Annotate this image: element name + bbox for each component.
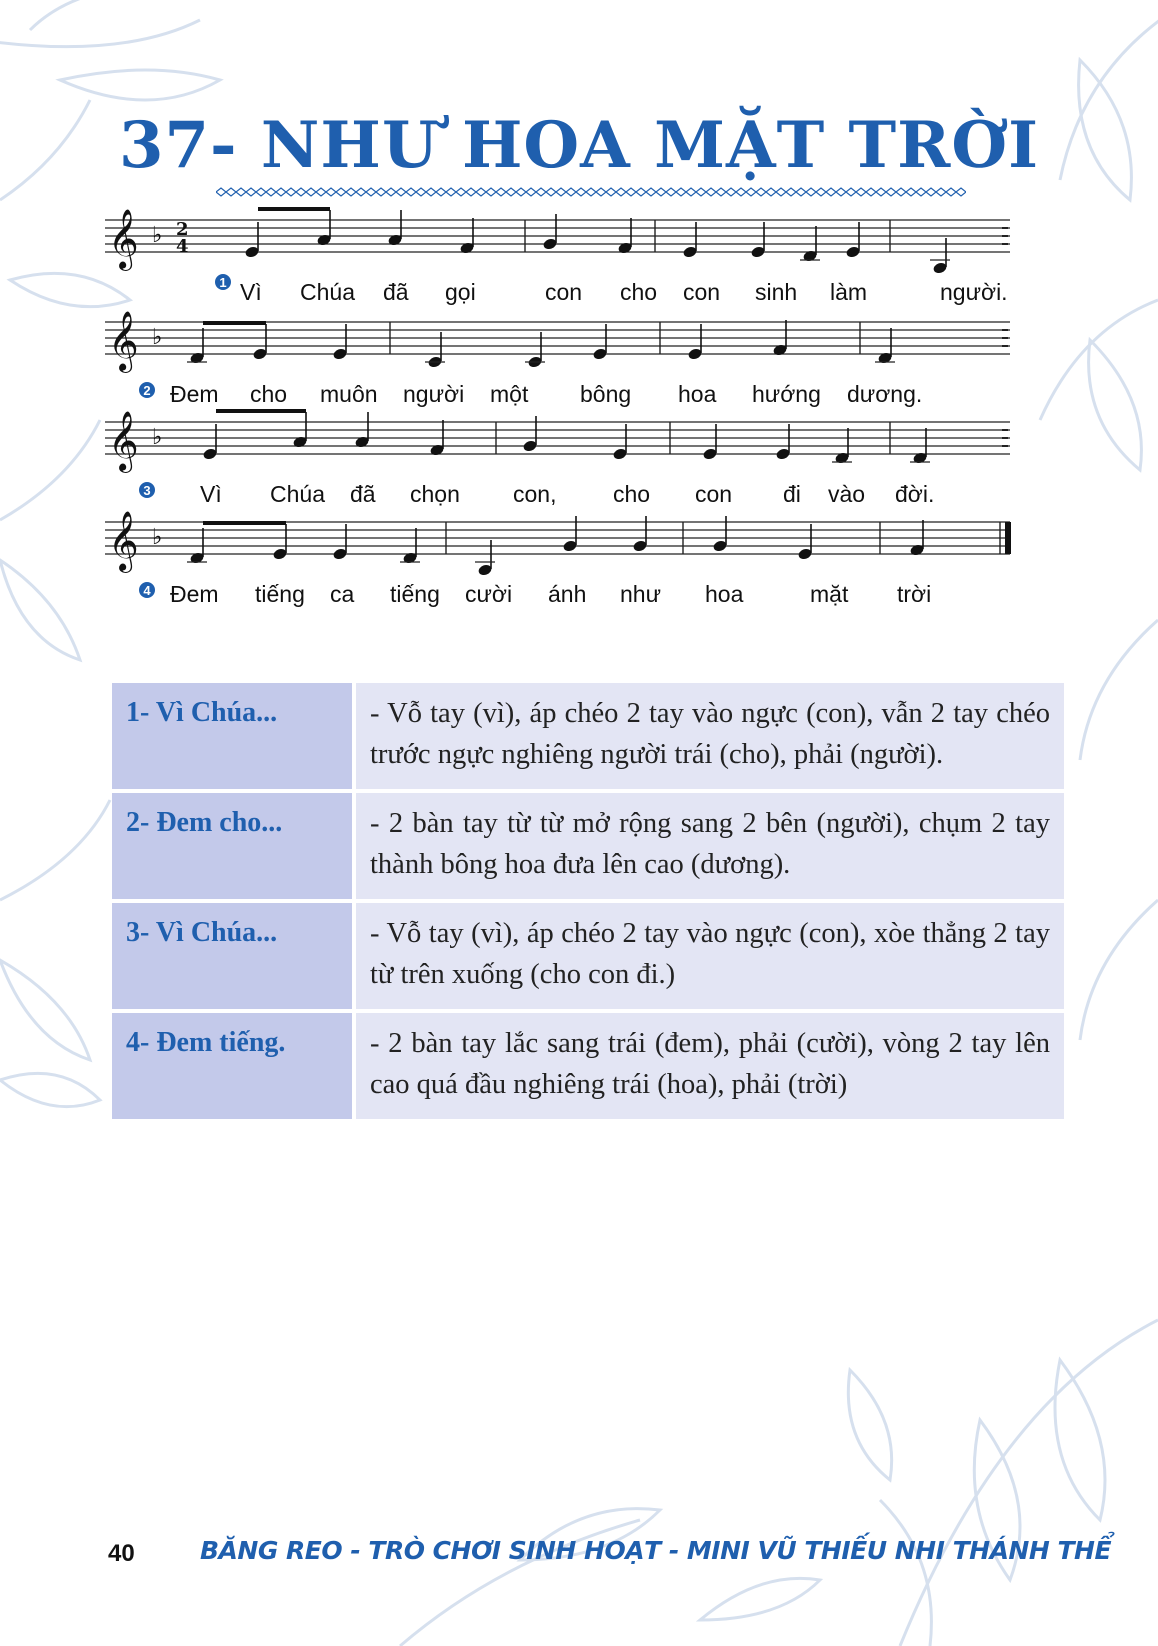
verse-number: 2 (143, 383, 151, 398)
lyric-syllable: người. (940, 279, 1008, 305)
lyric-syllable: muôn (320, 381, 378, 407)
lyric-syllable: con, (513, 481, 557, 507)
lyric-syllable: một (490, 381, 529, 407)
note-beam (203, 521, 286, 525)
note-beam (258, 207, 330, 211)
lyric-syllable: tiếng (390, 581, 440, 607)
action-label: 1- Vì Chúa... (112, 683, 356, 793)
lyric-syllable: chọn (410, 481, 460, 507)
key-signature-flat-icon: ♭ (152, 223, 163, 248)
action-description: - Vỗ tay (vì), áp chéo 2 tay vào ngực (con), vẫn 2 tay chéo trước ngực nghiêng người trái (cho), phải (người). (356, 683, 1064, 793)
lyric-syllable: dương. (847, 381, 923, 407)
lyric-syllable: cho (613, 481, 651, 507)
note-beam (216, 409, 306, 413)
page-number: 40 (108, 1540, 135, 1567)
lyric-syllable: cho (620, 279, 658, 305)
lyric-syllable: Vì (200, 481, 222, 507)
lyric-syllable: ánh (548, 581, 587, 607)
verse-number: 1 (219, 275, 227, 290)
lyric-syllable: Chúa (300, 279, 355, 305)
page-title: 37- NHƯ HOA MẶT TRỜI (118, 108, 1040, 183)
action-description: - 2 bàn tay lắc sang trái (đem), phải (cười), vòng 2 tay lên cao quá đầu nghiêng trái (hoa), phải (trời) (356, 1013, 1064, 1123)
lyric-syllable: sinh (755, 279, 798, 305)
key-signature-flat-icon: ♭ (152, 325, 163, 350)
action-description: - 2 bàn tay từ từ mở rộng sang 2 bên (người), chụm 2 tay thành bông hoa đưa lên cao (dương). (356, 793, 1064, 903)
lyric-syllable: Đem (170, 581, 219, 607)
note-beam (203, 321, 266, 325)
lyric-syllable: trời (897, 581, 932, 607)
title-underline-decoration (216, 186, 966, 198)
lyric-syllable: đời. (895, 481, 935, 507)
action-label: 3- Vì Chúa... (112, 903, 356, 1013)
lyric-syllable: cho (250, 381, 288, 407)
lyric-syllable: như (620, 581, 661, 607)
table-row (112, 793, 1064, 903)
lyric-syllable: vào (828, 481, 866, 507)
action-label: 4- Đem tiếng. (112, 1013, 356, 1123)
lyric-syllable: con (695, 481, 733, 507)
lyric-syllable: con (683, 279, 721, 305)
table-row (112, 683, 1064, 793)
treble-clef-icon: 𝄞 (108, 511, 139, 571)
music-notes (187, 207, 950, 577)
lyric-syllable: ca (330, 581, 355, 607)
lyric-syllable: đi (783, 481, 801, 507)
lyric-syllable: Đem (170, 381, 219, 407)
sheet-music (100, 205, 1080, 645)
treble-clef-icon: 𝄞 (108, 209, 139, 269)
lyric-syllable: đã (350, 481, 376, 507)
verse-number: 4 (143, 583, 151, 598)
lyric-syllable: bông (580, 381, 632, 407)
lyric-syllable: con (545, 279, 583, 305)
actions-table (112, 683, 1064, 1123)
lyric-syllable: cười (465, 581, 513, 607)
action-description: - Vỗ tay (vì), áp chéo 2 tay vào ngực (con), xòe thẳng 2 tay từ trên xuống (cho con đi.) (356, 903, 1064, 1013)
lyric-syllable: làm (830, 279, 868, 305)
action-label: 2- Đem cho... (112, 793, 356, 903)
table-row (112, 903, 1064, 1013)
lyric-syllable: tiếng (255, 581, 305, 607)
time-signature-bottom: 4 (176, 236, 189, 257)
lyric-syllable: Chúa (270, 481, 325, 507)
time-signature-top: 2 (176, 219, 189, 240)
treble-clef-icon: 𝄞 (108, 411, 139, 471)
lyric-syllable: hướng (752, 381, 821, 407)
lyric-syllable: hoa (705, 581, 744, 607)
key-signature-flat-icon: ♭ (152, 425, 163, 450)
verse-number: 3 (143, 483, 151, 498)
key-signature-flat-icon: ♭ (152, 525, 163, 550)
lyric-syllable: hoa (678, 381, 717, 407)
table-row (112, 1013, 1064, 1123)
lyric-syllable: mặt (810, 581, 849, 607)
lyric-syllable: người (403, 381, 465, 407)
lyrics (139, 274, 1008, 607)
lyric-syllable: gọi (445, 279, 476, 305)
lyric-syllable: đã (383, 279, 409, 305)
final-bar-thick (1005, 522, 1011, 554)
lyric-syllable: Vì (240, 279, 262, 305)
treble-clef-icon: 𝄞 (108, 311, 139, 371)
book-title-footer: BĂNG REO - TRÒ CHƠI SINH HOẠT - MINI VŨ THIẾU NHI THÁNH THỂ (200, 1536, 1112, 1565)
